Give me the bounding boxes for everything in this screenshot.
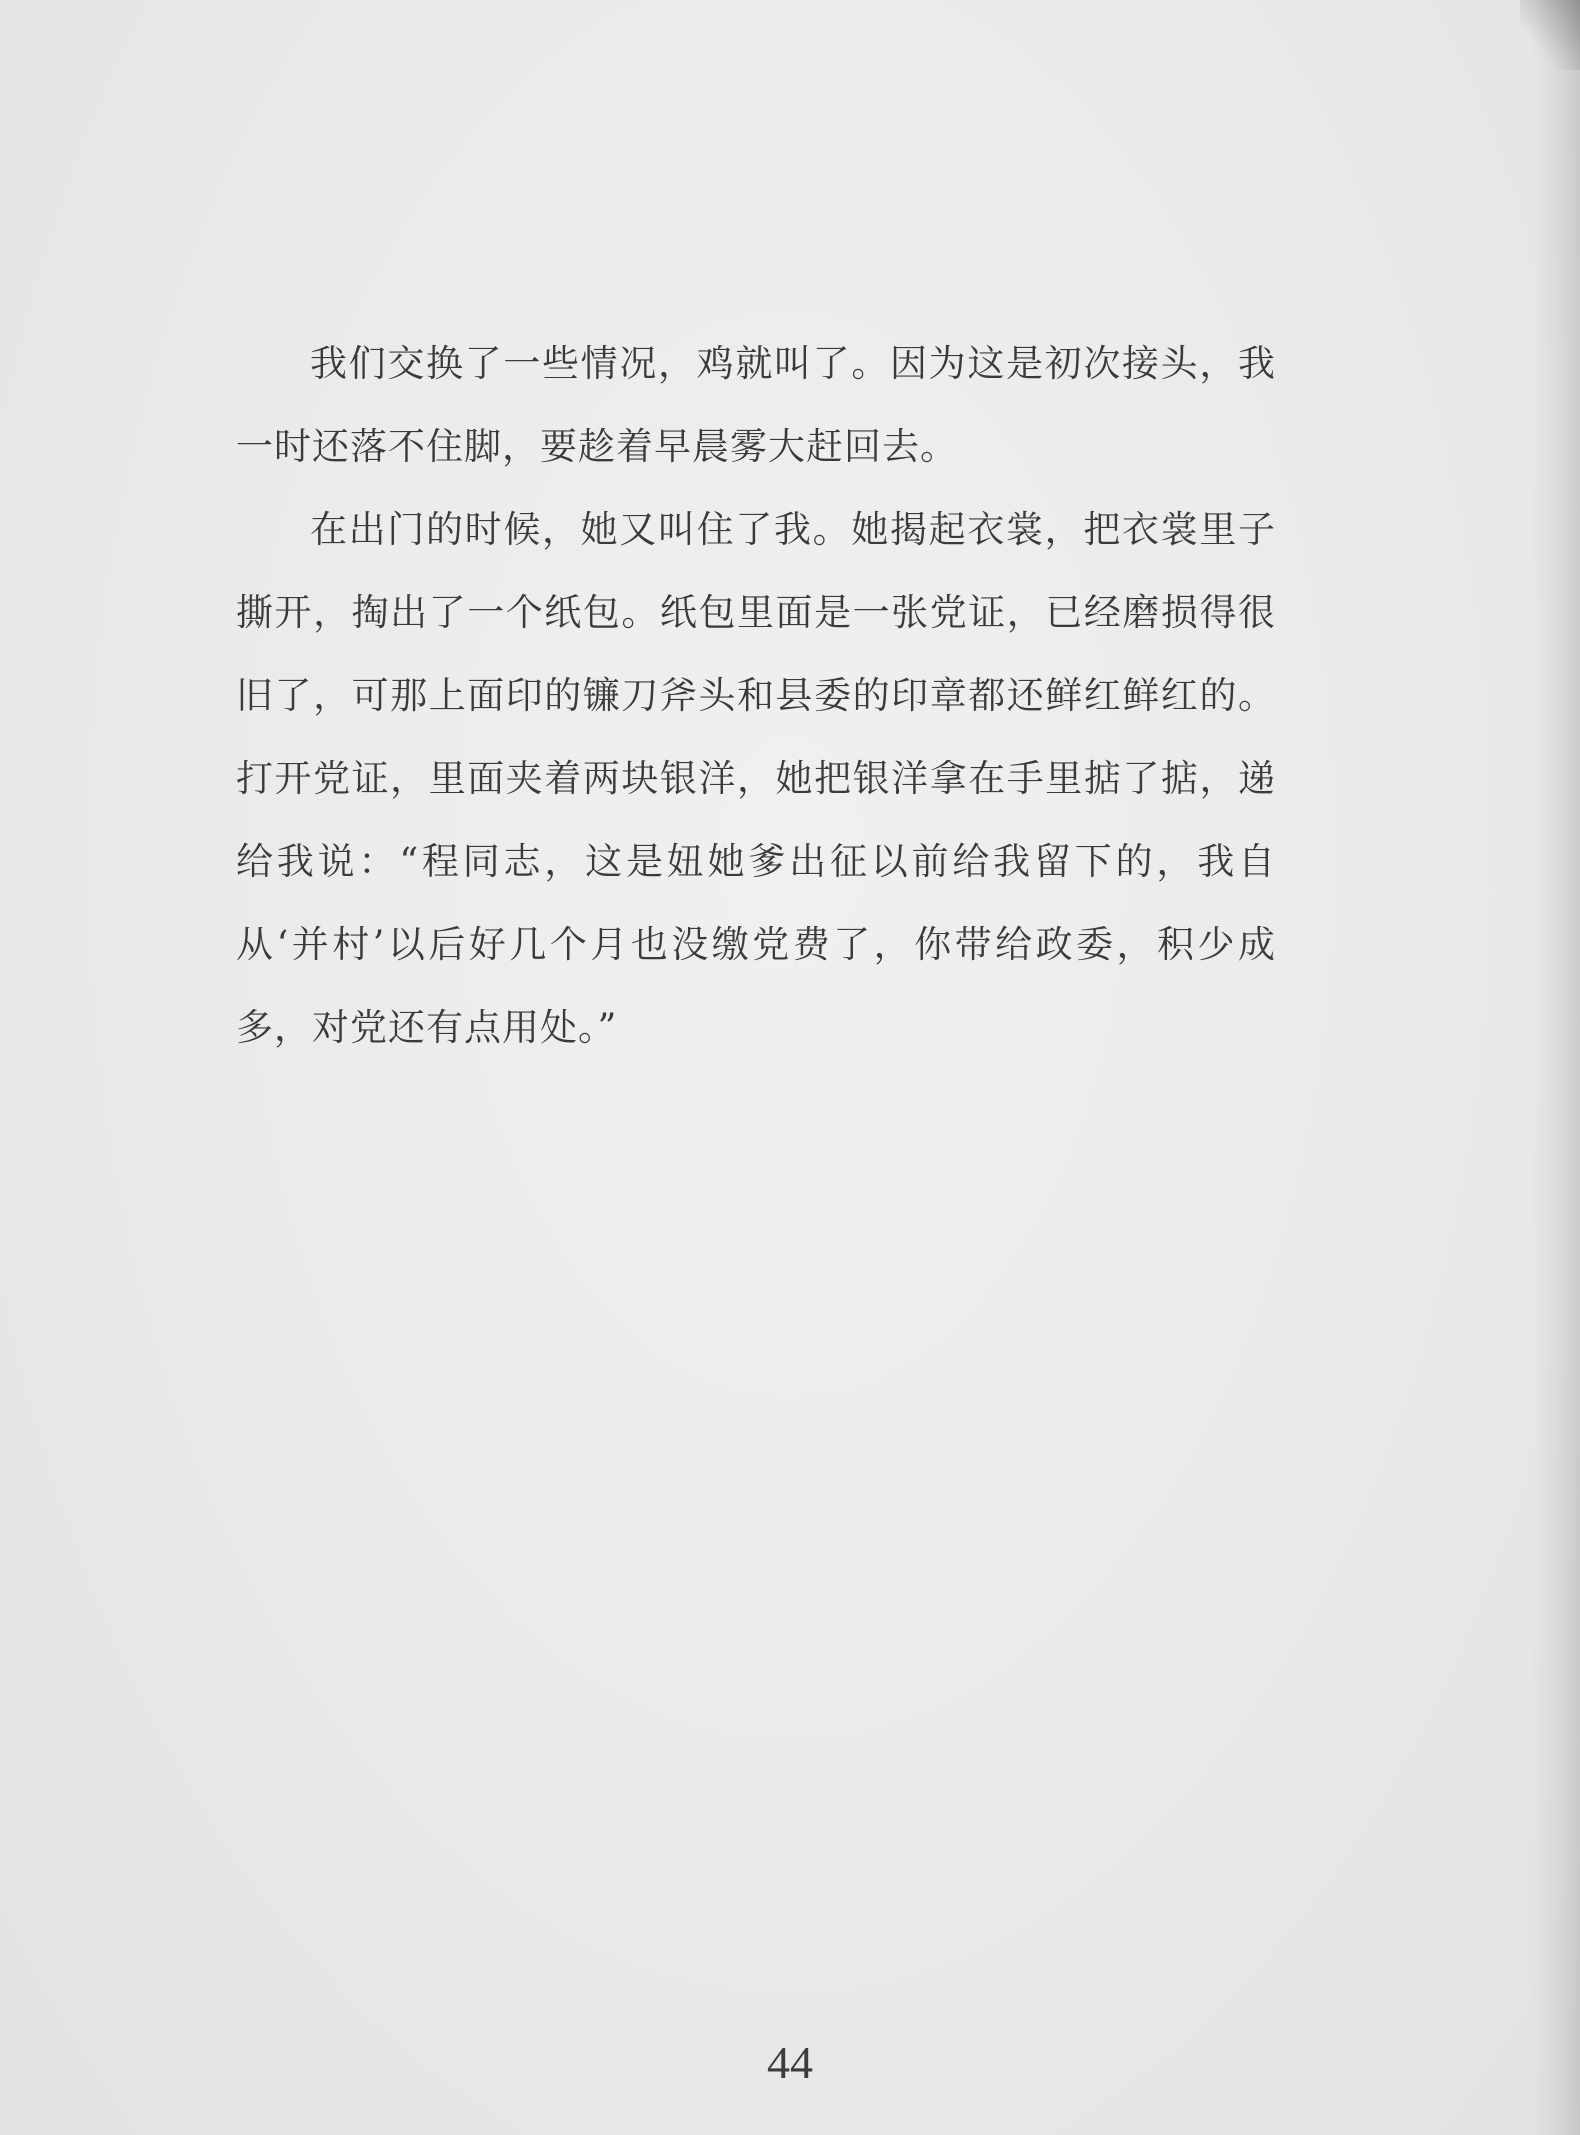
page-number: 44 [767,2037,813,2088]
page-edge-shadow [1532,0,1580,2135]
paragraph-1: 我们交换了一些情况，鸡就叫了。因为这是初次接头，我一时还落不住脚，要趁着早晨雾大赶回去。 [236,342,1276,468]
page-corner-shadow [1520,0,1580,70]
body-text [236,322,1276,1069]
paragraph-2: 在出门的时候，她又叫住了我。她揭起衣裳，把衣裳里子撕开，掏出了一个纸包。纸包里面是一张党证，已经磨损得很旧了，可那上面印的镰刀斧头和县委的印章都还鲜红鲜红的。打开党证，里面夹着两块银洋，她把银洋拿在手里掂了掂，递给我说：“程同志，这是妞她爹出征以前给我留下的，我自从‘并村’以后好几个月也没缴党费了，你带给政委，积少成多，对党还有点用处。” [236,508,1276,1049]
